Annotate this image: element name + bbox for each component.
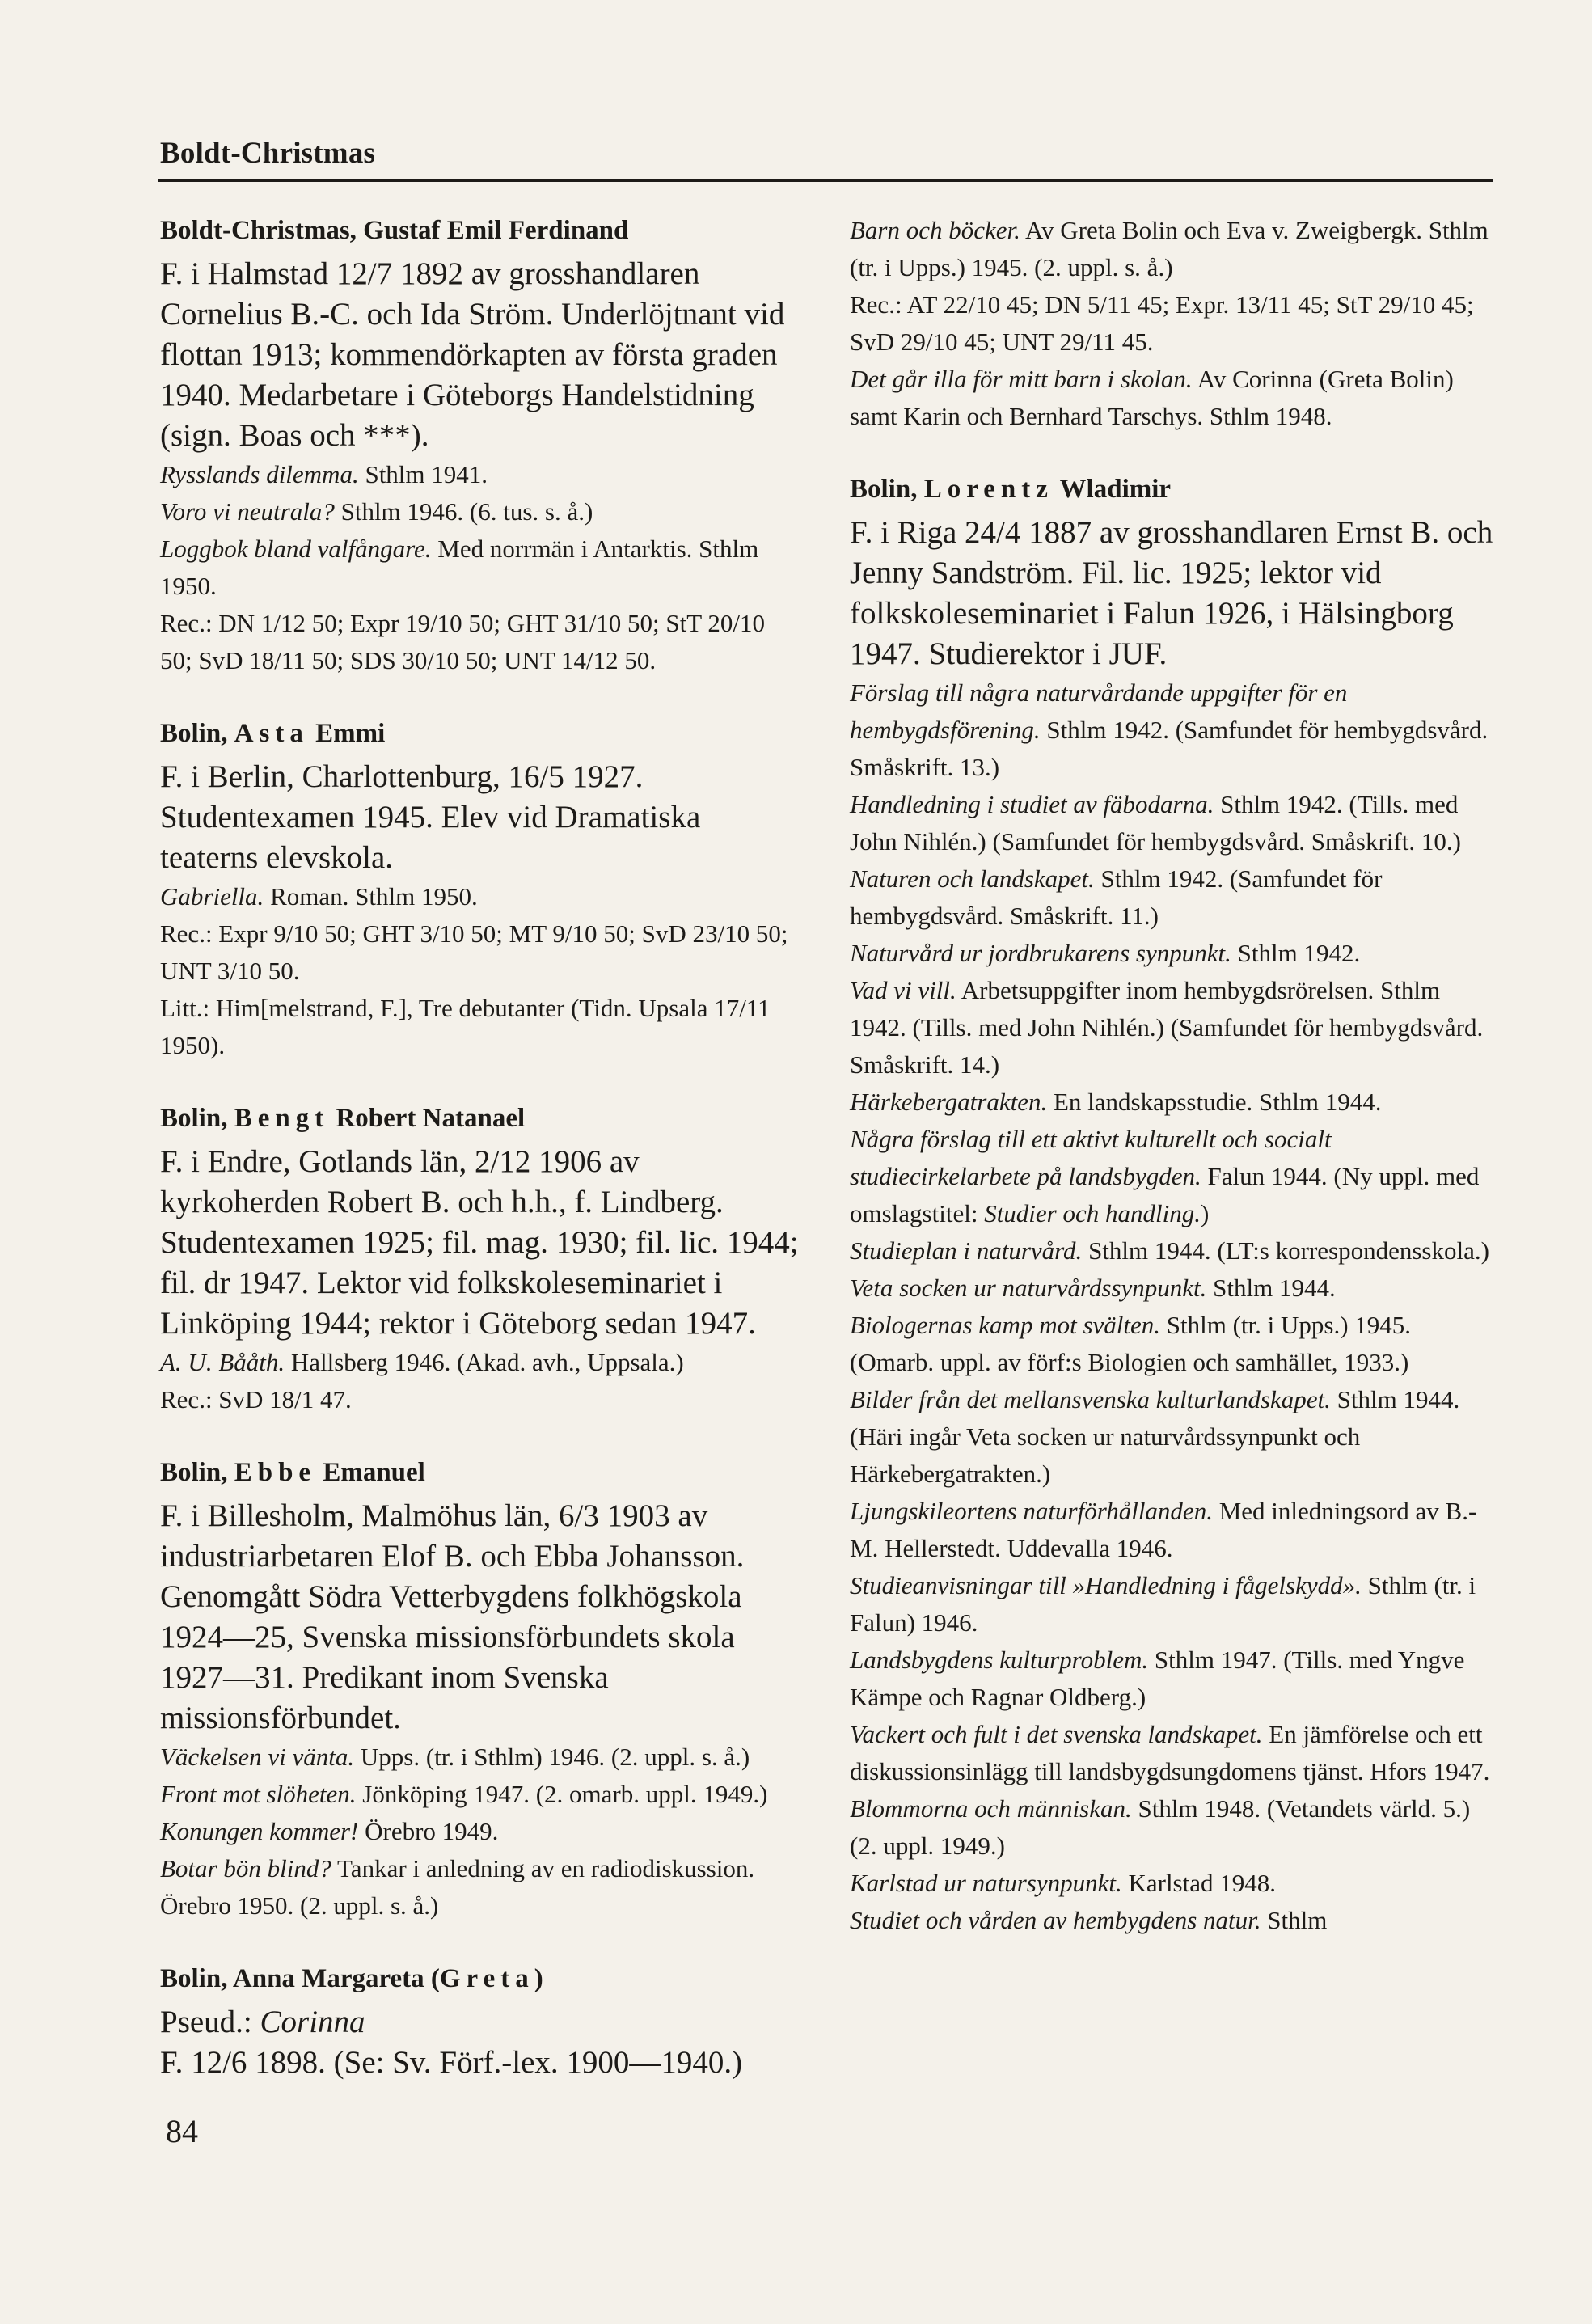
bibliography-line (850, 1493, 1494, 1567)
header-rule (158, 179, 1493, 182)
author-entry (160, 1960, 803, 2083)
text-run: Av Corinna (Greta Bolin) samt Karin och Bernhard Tarschys. Sthlm 1948. (850, 365, 1454, 430)
author-biography (160, 2002, 803, 2043)
author-name (160, 715, 803, 752)
text-run: Emanuel (316, 1458, 425, 1487)
author-name (160, 1454, 803, 1491)
text-run: ) (534, 1964, 543, 1993)
text-run: Roman. Sthlm 1950. (264, 882, 478, 911)
text-run: Arbetsuppgifter inom hembygdsrörelsen. Sthlm 1942. (Tills. med John Nihlén.) (Samfundet för hembygdsvård. Småskrift. 14.) (850, 976, 1484, 1079)
title-italic: Bilder från det mellansvenska kulturlandskapet. (850, 1385, 1331, 1413)
text-run: Robert Natanael (329, 1104, 526, 1133)
bibliography-line (850, 1902, 1494, 1939)
text-run: Med inledningsord av B.-M. Hellerstedt. Uddevalla 1946. (850, 1497, 1477, 1562)
bibliography-line (160, 1344, 803, 1381)
bibliography-line (850, 674, 1494, 786)
spaced-name: Bengt (234, 1104, 330, 1133)
text-run: Sthlm (1261, 1906, 1328, 1934)
left-column (160, 212, 803, 2083)
text-run: F. i Riga 24/4 1887 av grosshandlaren Ernst B. och Jenny Sandström. Fil. lic. 1925; lektor vid folkskoleseminariet i Falun 1926, i Hälsingborg 1947. Studierektor i JUF. (850, 515, 1493, 671)
bibliography-line (850, 1642, 1494, 1716)
running-head: Boldt-Christmas (160, 137, 376, 170)
text-run: Bolin, (160, 1104, 234, 1133)
text-run: Rec.: SvD 18/1 47. (160, 1385, 352, 1413)
spaced-name: Litt. (160, 994, 203, 1022)
author-entry (160, 1454, 803, 1925)
text-run: Sthlm 1941. (358, 460, 488, 488)
title-italic: Loggbok bland valfångare. (160, 535, 432, 563)
title-italic: Studieplan i naturvård. (850, 1236, 1083, 1265)
bibliography-line (160, 1813, 803, 1850)
spaced-name: Ebbe (234, 1458, 317, 1487)
bibliography-line (160, 1739, 803, 1776)
text-run: En landskapsstudie. Sthlm 1944. (1047, 1088, 1382, 1116)
title-italic: Det går illa för mitt barn i skolan. (850, 365, 1193, 393)
bibliography-line (160, 605, 803, 679)
text-run: Wladimir (1053, 475, 1172, 504)
text-run: Av Greta Bolin och Eva v. Zweigbergk. Sthlm (tr. i Upps.) 1945. (2. uppl. s. å.) (850, 216, 1489, 281)
bibliography-line (850, 212, 1494, 286)
bibliography-line (160, 878, 803, 915)
title-italic: Vad vi vill. (850, 976, 956, 1004)
right-column (850, 212, 1494, 1939)
text-run: F. i Billesholm, Malmöhus län, 6/3 1903 av industriarbetaren Elof B. och Ebba Johansson. Genomgått Södra Vetterbygdens folkhögskola 1924—25, Svenska missionsförbundets skola 1927—31. Predikant inom Svenska missionsförbundet. (160, 1498, 745, 1735)
bibliography-line (850, 860, 1494, 935)
bibliography-line (160, 1776, 803, 1813)
text-run: Sthlm 1947. (Tills. med Yngve Kämpe och Ragnar Oldberg.) (850, 1646, 1465, 1711)
bibliography-line (850, 1232, 1494, 1270)
author-biography (850, 513, 1494, 674)
text-run: Bolin, (160, 1458, 234, 1487)
text-run: Sthlm 1948. (Vetandets värld. 5.) (2. uppl. 1949.) (850, 1794, 1471, 1860)
title-italic: Vackert och fult i det svenska landskapet. (850, 1720, 1263, 1748)
bibliography-line (850, 935, 1494, 972)
author-entry (160, 715, 803, 1064)
bibliography-line (850, 1865, 1494, 1902)
text-run: Med norrmän i Antarktis. Sthlm 1950. (160, 535, 759, 600)
text-run: Rec.: AT 22/10 45; DN 5/11 45; Expr. 13/11 45; StT 29/10 45; SvD 29/10 45; UNT 29/11 45. (850, 290, 1474, 356)
text-run: F. 12/6 1898. (Se: Sv. Förf.-lex. 1900—1940.) (160, 2045, 743, 2080)
author-entry (160, 1100, 803, 1418)
text-run: Sthlm 1944. (1206, 1274, 1336, 1302)
title-italic: Studieanvisningar till »Handledning i fågelskydd». (850, 1571, 1362, 1599)
text-run: Sthlm (tr. i Upps.) 1945. (Omarb. uppl. av förf:s Biologien och samhället, 1933.) (850, 1311, 1412, 1376)
author-name (160, 1960, 803, 1997)
title-italic: Front mot slöheten. (160, 1780, 357, 1808)
bibliography-line (160, 1381, 803, 1418)
continued-entry (850, 212, 1494, 435)
spaced-name: Lorentz (923, 475, 1054, 504)
text-run: Sthlm 1942. (Samfundet för hembygdsvård. Småskrift. 13.) (850, 716, 1489, 781)
author-biography (160, 757, 803, 878)
bibliography-line (160, 493, 803, 530)
title-italic: Väckelsen vi vänta. (160, 1743, 355, 1771)
page-number: 84 (166, 2113, 198, 2149)
title-italic: Naturen och landskapet. (850, 864, 1095, 893)
title-italic: Ljungskileortens naturförhållanden. (850, 1497, 1213, 1525)
spaced-name: Asta (234, 719, 309, 748)
text-run: : Him[melstrand, F.], Tre debutanter (Tidn. Upsala 17/11 1950). (160, 994, 771, 1059)
author-biography (160, 2043, 803, 2083)
bibliography-line (160, 990, 803, 1064)
author-entry (160, 212, 803, 679)
text-run: En jämförelse och ett diskussionsinlägg till landsbygdsungdomens tjänst. Hfors 1947. (850, 1720, 1490, 1785)
bibliography-line (160, 456, 803, 493)
title-italic: Förslag till några naturvårdande uppgifter för en hembygdsförening. (850, 678, 1348, 744)
title-italic: Rysslands dilemma. (160, 460, 359, 488)
bibliography-line (160, 530, 803, 605)
text-run: Falun 1944. (Ny uppl. med omslagstitel: (850, 1162, 1480, 1227)
text-run: Bolin, Anna Margareta ( (160, 1964, 440, 1993)
title-italic: Botar bön blind? (160, 1854, 331, 1882)
title-italic: Konungen kommer! (160, 1817, 359, 1845)
title-italic: Karlstad ur natursynpunkt. (850, 1869, 1122, 1897)
bibliography-line (850, 1307, 1494, 1381)
title-italic: Corinna (260, 2005, 365, 2039)
bibliography-line (850, 1567, 1494, 1642)
text-run: Bolin, (850, 475, 924, 504)
text-run: F. i Halmstad 12/7 1892 av grosshandlaren Cornelius B.-C. och Ida Ström. Underlöjtnant vid flottan 1913; kommendörkapten av första graden 1940. Medarbetare i Göteborgs Handelstidning (sign. Boas och ***). (160, 256, 785, 453)
text-run: Örebro 1949. (358, 1817, 499, 1845)
text-run: F. i Endre, Gotlands län, 2/12 1906 av kyrkoherden Robert B. och h.h., f. Lindberg. Studentexamen 1925; fil. mag. 1930; fil. lic. 1944; fil. dr 1947. Lektor vid folkskoleseminariet i Linköping 1944; rektor i Göteborg sedan 1947. (160, 1144, 799, 1341)
author-entry (850, 471, 1494, 1939)
author-name (850, 471, 1494, 508)
title-italic: Några förslag till ett aktivt kulturellt och socialt studiecirkelarbete på landsbygden. (850, 1125, 1332, 1190)
text-run: F. i Berlin, Charlottenburg, 16/5 1927. Studentexamen 1945. Elev vid Dramatiska teaterns elevskola. (160, 759, 701, 875)
bibliography-line (850, 1790, 1494, 1865)
text-run: ) (1200, 1199, 1210, 1227)
author-biography (160, 1496, 803, 1739)
bibliography-line (160, 1850, 803, 1925)
title-italic: Veta socken ur naturvårdssynpunkt. (850, 1274, 1207, 1302)
text-run: Rec.: Expr 9/10 50; GHT 3/10 50; MT 9/10 50; SvD 23/10 50; UNT 3/10 50. (160, 919, 788, 985)
title-italic: Biologernas kamp mot svälten. (850, 1311, 1161, 1339)
text-run: Jönköping 1947. (2. omarb. uppl. 1949.) (356, 1780, 768, 1808)
text-run: Hallsberg 1946. (Akad. avh., Uppsala.) (285, 1348, 684, 1376)
text-run: Sthlm 1942. (Tills. med John Nihlén.) (Samfundet för hembygdsvård. Småskrift. 10.) (850, 790, 1461, 856)
title-italic: Voro vi neutrala? (160, 497, 335, 526)
title-italic: Studier och handling. (984, 1199, 1201, 1227)
author-name (160, 1100, 803, 1137)
title-italic: Härkebergatrakten. (850, 1088, 1048, 1116)
text-run: Sthlm (tr. i Falun) 1946. (850, 1571, 1476, 1637)
author-name (160, 212, 803, 249)
bibliography-line (850, 361, 1494, 435)
title-italic: A. U. Bååth. (160, 1348, 285, 1376)
title-italic: Landsbygdens kulturproblem. (850, 1646, 1149, 1674)
bibliography-line (850, 1121, 1494, 1232)
title-italic: Blommorna och människan. (850, 1794, 1132, 1823)
spaced-name: Greta (439, 1964, 534, 1993)
text-run: Rec.: DN 1/12 50; Expr 19/10 50; GHT 31/10 50; StT 20/10 50; SvD 18/11 50; SDS 30/10 50; UNT 14/12 50. (160, 609, 766, 674)
text-run: Upps. (tr. i Sthlm) 1946. (2. uppl. s. å.) (354, 1743, 750, 1771)
text-run: Sthlm 1942. (1231, 939, 1361, 967)
title-italic: Handledning i studiet av fäbodarna. (850, 790, 1214, 818)
author-biography (160, 254, 803, 456)
bibliography-line (850, 1381, 1494, 1493)
title-italic: Naturvård ur jordbrukarens synpunkt. (850, 939, 1231, 967)
title-italic: Studiet och vården av hembygdens natur. (850, 1906, 1261, 1934)
text-run: Boldt-Christmas, Gustaf Emil Ferdinand (160, 216, 629, 245)
title-italic: Gabriella. (160, 882, 264, 911)
title-italic: Barn och böcker. (850, 216, 1020, 244)
text-run: Bolin, (160, 719, 234, 748)
bibliography-line (850, 1084, 1494, 1121)
author-biography (160, 1142, 803, 1344)
text-run: Karlstad 1948. (1121, 1869, 1276, 1897)
text-run: Sthlm 1944. (Häri ingår Veta socken ur naturvårdssynpunkt och Härkebergatrakten.) (850, 1385, 1460, 1488)
text-run: Sthlm 1942. (Samfundet för hembygdsvård. Småskrift. 11.) (850, 864, 1383, 930)
text-run: Sthlm 1944. (LT:s korrespondensskola.) (1082, 1236, 1489, 1265)
bibliography-line (850, 1270, 1494, 1307)
bibliography-line (850, 972, 1494, 1084)
text-run: Emmi (308, 719, 386, 748)
bibliography-line (850, 1716, 1494, 1790)
text-run: Sthlm 1946. (6. tus. s. å.) (334, 497, 593, 526)
bibliography-line (160, 915, 803, 990)
bibliography-line (850, 286, 1494, 361)
text-run: Pseud.: (160, 2005, 260, 2039)
bibliography-line (850, 786, 1494, 860)
text-run: Tankar i anledning av en radiodiskussion. Örebro 1950. (2. uppl. s. å.) (160, 1854, 755, 1920)
